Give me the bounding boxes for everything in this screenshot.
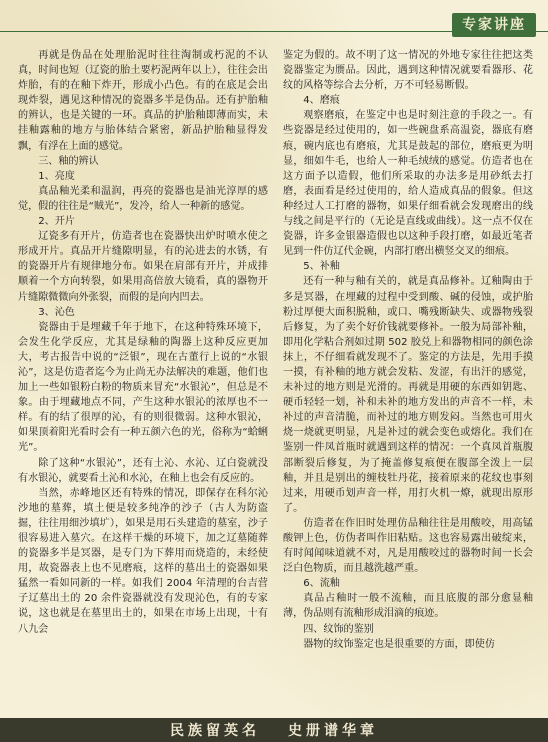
footer-banner — [0, 718, 548, 742]
right-column — [283, 48, 533, 710]
article-body — [18, 48, 533, 710]
paragraph: 瓷器由于是埋藏千年于地下，在这种特殊环境下，会发生化学反应，尤其是绿釉的陶器上这种反应更加大，考古报告中说的“泛银”，现在古董行上说的“水银沁”，这是仿造者迄今为止尚无办法解决的难题，他们也加上一些如银粉白粉的物质来冒充“水银沁”，但总是不象。由于埋藏地点不同，产生这种水银沁的浓厚也不一样。有的结了很厚的沁，有的则很微弱。这种水银沁，如果顶着阳光看时会有一种五颜六色的光，俗称为“蛤蜊光”。 — [18, 321, 268, 454]
paragraph: 除了这种“水银沁”，还有土沁、水沁、辽白瓷就没有水银沁，就要看土沁和水沁，在釉上也会有反应的。 — [18, 457, 268, 484]
paragraph: 辽瓷多有开片，仿造者也在瓷器快出炉时喷水使之形成开片。真品开片缝隙明显，有的沁进去的水锈，有的瓷器开片有规律地分布。如果在肩部有开片，并成排顺着一个方向转裂，如果用高倍放大镜看，真的器物开片缝隙微微向外张裂，而假的是向内凹去。 — [18, 231, 268, 303]
paragraph: 仿造者在作旧时处理仿品釉往往是用酸咬，用高锰酸钾上色，仿伪者叫作旧粘贴。这也容易露出破绽来，有时闻闻味道就不对，凡是用酸咬过的器物时间一长会泛白色物质，而且越洗越严重。 — [283, 517, 533, 575]
paragraph: 再就是伪品在处理胎泥时往往淘制或朽泥的不认真，时间也短（辽瓷的胎土要朽泥两年以上），往往会出炸胎，有的在釉下炸开，形成小凸色。有的在底足会出现炸裂，遇见这种情况的瓷器多半是伪品。还有护胎釉的辨认，也是关键的一环。真品的护胎釉即薄而实，未挂釉露釉的地方与胎体结合紧密，新品护胎釉显得发飘，有浮在上面的感觉。 — [18, 50, 268, 152]
left-column — [18, 48, 268, 710]
paragraph: 真品占釉时一般不流釉，而且底腹的部分愈显釉薄，伪品则有流釉形成泪滴的痕迹。 — [283, 593, 533, 620]
section-heading: 4、磨痕 — [303, 95, 340, 107]
paragraph: 真品釉光柔和温润，再亮的瓷器也是油光淳厚的感觉，假的往往是“贼光”，发冷，给人一种新的感觉。 — [18, 185, 268, 212]
section-heading: 3、沁色 — [38, 306, 75, 318]
section-tag: 专家讲座 — [452, 13, 536, 37]
section-heading: 四、纹饰的鉴别 — [303, 623, 374, 635]
paragraph: 器物的纹饰鉴定也是很重要的方面，即使仿 — [303, 638, 495, 650]
footer-slogan-right: 史册谱华章 — [288, 723, 378, 739]
section-heading: 三、釉的辨认 — [38, 155, 99, 167]
section-heading: 2、开片 — [38, 216, 75, 228]
section-heading: 1、亮度 — [38, 170, 75, 182]
paragraph: 当然，赤峰地区还有特殊的情况，即保存在科尔沁沙地的墓葬，填土便是较多纯净的沙子（古人为防盗掘，往往用细沙填圹），如果是用石头建造的墓室，沙子很容易进入墓穴。在这样干燥的环境下，加之辽墓随葬的瓷器多半是冥器，是专门为下葬用而烧造的，未经使用，故瓷器表上也不见磨痕，这样的墓出土的瓷器如果猛然一看如同新的一样。如我们 2004 年清理的台吉营子辽墓出土的 20 余件瓷器就没有发现沁色，有的专家说，这也就是在墓里出土的，如果在市场上出现，十有八九会 — [18, 487, 268, 635]
section-heading: 6、流釉 — [303, 578, 340, 590]
footer-slogan-left: 民族留英名 — [170, 723, 260, 739]
paragraph: 还有一种与釉有关的，就是真品修补。辽釉陶由于多是冥器，在埋藏的过程中受到酸、碱的侵蚀，或护胎粉过厚便大面积脱釉，或口、嘴残断缺失、或器物残裂后修复，为了卖个好价钱就要修补。一般为局部补釉，即用化学粘合剂如过期 502 胶兑上和器物相同的颜色涂抹上，不仔细看就发现不了。鉴定的方法是，先用手摸一摸，有补釉的地方就会发粘、发涩，有出汗的感觉，未补过的地方则是光滑的。再就是用硬的东西如钥匙、硬币轻轻一划，补和未补的地方发出的声音不一样，未补过的声音清脆，而补过的地方则发闷。当然也可用火烧一烧就更明显，凡是补过的就会变色或熔化。我们在鉴别一件凤首瓶时就遇到这样的情况：一个真凤首瓶腹部断裂后修复，为了掩盖修复痕便在腹部全泼上一层釉，并且是别出的缠枝牡丹花，接着原来的花纹也事刻过来，用硬币划声音一样，用打火机一燎，就现出原形了。 — [283, 276, 533, 514]
section-heading: 5、补釉 — [303, 261, 340, 273]
paragraph: 观察磨痕，在鉴定中也是时刻注意的手段之一。有些瓷器是经过使用的，如一些碗盘系高温瓷，器底有磨痕，碗内底也有磨痕，尤其是鼓起的部位，磨痕更为明显，细如牛毛，也给人一种毛绒绒的感觉。仿造者也在这方面予以造假，他们所采取的办法多是用砂纸去打磨，表面看是经过使用的，给人造成真品的假象。但这种经过人工打磨的器物，如果仔细看就会发现磨出的线与线之间是平行的（无论是直线或曲线）。这一点不仅在瓷器，许多金银器造假也以这种手段打磨，如最近笔者见到一件仿辽代金碗，内部打磨出横竖交叉的细痕。 — [283, 110, 533, 258]
paragraph: 鉴定为假的。故不明了这一情况的外地专家往往把这类瓷器鉴定为赝品。因此，遇到这种情况就要看器形、花纹的风格等综合去分析，万不可轻易断假。 — [283, 50, 533, 92]
